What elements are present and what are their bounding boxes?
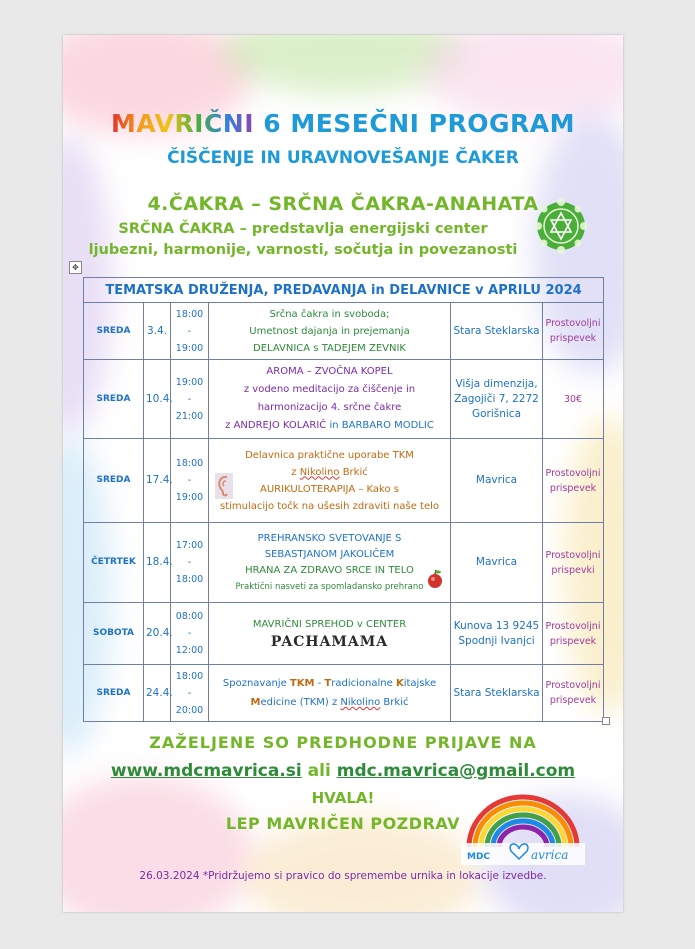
table-row <box>84 603 604 665</box>
row-time <box>171 439 209 523</box>
event-line: AURIKULOTERAPIJA – Kako s <box>260 483 399 495</box>
time-separator: - <box>187 475 192 486</box>
event-host: z ANDREJO KOLARIČ <box>225 420 327 431</box>
ear-icon <box>215 473 233 499</box>
event-text: edicine (TKM) z <box>260 697 341 708</box>
row-day: SOBOTA <box>84 603 144 665</box>
event-line: Srčna čakra in svoboda; <box>269 308 390 320</box>
row-day: ČETRTEK <box>84 523 144 603</box>
row-day: SREDA <box>84 360 144 439</box>
event-text: radicionalne <box>331 678 396 689</box>
event-line <box>211 674 448 693</box>
row-day: SREDA <box>84 665 144 722</box>
time-separator: - <box>187 325 192 337</box>
time-end: 20:00 <box>175 704 204 716</box>
schedule-table <box>83 277 603 722</box>
event-line: z vodeno meditacijo za čiščenje in <box>243 384 416 395</box>
time-start: 17:00 <box>175 540 204 551</box>
row-date: 3.4. <box>144 303 171 360</box>
website-link[interactable]: www.mdcmavrica.si <box>110 761 302 781</box>
row-price: 30€ <box>543 360 604 439</box>
event-line: Delavnica praktične uporabe TKM <box>245 449 414 461</box>
row-location: Stara Steklarska <box>451 665 543 722</box>
time-end: 18:00 <box>175 574 204 585</box>
row-location: Stara Steklarska <box>451 303 543 360</box>
table-resize-handle-icon[interactable] <box>602 717 610 725</box>
email-link[interactable]: mdc.mavrica@gmail.com <box>336 761 576 781</box>
logo-name: avrica <box>531 848 569 862</box>
row-price: Prostovoljni prispevki <box>543 523 604 603</box>
row-price: Prostovoljni prispevek <box>543 439 604 523</box>
row-day: SREDA <box>84 303 144 360</box>
row-event <box>209 303 451 360</box>
registration-notice: ZAŽELJENE SO PREDHODNE PRIJAVE NA <box>149 733 537 752</box>
row-date: 20.4. <box>144 603 171 665</box>
event-line: harmonizacijo 4. srčne čakre <box>257 402 402 413</box>
row-location: Višja dimenzija, Zagojiči 7, 2272 Gorišnica <box>451 360 543 439</box>
row-date: 24.4. <box>144 665 171 722</box>
footer-date: 26.03.2024 <box>139 870 200 882</box>
event-host: in BARBARO MODLIC <box>329 420 434 431</box>
chakra-description <box>83 219 523 261</box>
time-separator: - <box>187 628 192 639</box>
event-text: Brkić <box>339 466 368 478</box>
row-day: SREDA <box>84 439 144 523</box>
greeting-text: LEP MAVRIČEN POZDRAV <box>225 814 461 833</box>
time-start: 19:00 <box>175 376 204 388</box>
event-line: HRANA ZA ZDRAVO SRCE IN TELO <box>245 564 414 576</box>
event-text: Nikolino <box>299 466 340 478</box>
time-start: 18:00 <box>175 670 204 682</box>
event-line <box>211 417 448 435</box>
event-text: Brkić <box>380 697 409 708</box>
table-heading: TEMATSKA DRUŽENJA, PREDAVANJA in DELAVNICE v APRILU 2024 <box>84 278 604 303</box>
chakra-title: 4.ČAKRA – SRČNA ČAKRA-ANAHATA <box>147 193 539 215</box>
event-line: AROMA – ZVOČNA KOPEL <box>266 366 393 377</box>
time-end: 12:00 <box>175 645 204 656</box>
table-row <box>84 360 604 439</box>
row-time <box>171 523 209 603</box>
logo-mdc: MDC <box>467 852 491 862</box>
event-line: PREHRANSKO SVETOVANJE S <box>257 532 402 544</box>
footer-note <box>63 870 623 882</box>
thanks-text: HVALA! <box>311 789 375 807</box>
event-line <box>211 464 448 481</box>
flyer-content <box>63 35 623 912</box>
footer-disclaimer: *Pridržujemo si pravico do spremembe urnika in lokacije izvedbe. <box>199 870 547 882</box>
time-start: 08:00 <box>175 611 204 622</box>
row-location: Kunova 13 9245 Spodnji Ivanjci <box>451 603 543 665</box>
event-line: MAVRIČNI SPREHOD v CENTER <box>252 619 407 630</box>
row-time <box>171 665 209 722</box>
program-title <box>63 109 623 138</box>
row-price: Prostovoljni prispevek <box>543 303 604 360</box>
time-separator: - <box>187 393 192 405</box>
table-move-handle-icon[interactable]: ✥ <box>69 261 82 274</box>
time-end: 19:00 <box>175 342 204 354</box>
heart-chakra-icon <box>535 197 587 255</box>
table-heading-row <box>84 278 604 303</box>
row-event <box>209 439 451 523</box>
contact-or: ali <box>301 761 337 781</box>
row-location: Mavrica <box>451 439 543 523</box>
row-price: Prostovoljni prispevek <box>543 603 604 665</box>
event-text: K <box>395 678 404 689</box>
event-line: SEBASTJANOM JAKOLIČEM <box>264 548 395 560</box>
event-text: itajske <box>403 678 437 689</box>
program-subtitle: ČIŠČENJE IN URAVNOVEŠANJE ČAKER <box>167 148 519 168</box>
event-line: Umetnost dajanja in prejemanja <box>249 325 410 337</box>
time-end: 19:00 <box>175 492 204 503</box>
row-event <box>209 523 451 603</box>
table-row <box>84 665 604 722</box>
time-end: 21:00 <box>175 410 204 422</box>
event-line: Praktični nasveti za spomladansko prehrano <box>235 581 424 592</box>
table-row <box>84 303 604 360</box>
row-location: Mavrica <box>451 523 543 603</box>
row-event <box>209 603 451 665</box>
event-text: TKM <box>289 678 315 689</box>
table-row <box>84 439 604 523</box>
event-line: DELAVNICA s TADEJEM ZEVNIK <box>253 342 406 354</box>
time-start: 18:00 <box>175 458 204 469</box>
row-event <box>209 665 451 722</box>
title-rest: 6 MESEČNI PROGRAM <box>254 109 575 138</box>
event-text: M <box>250 697 261 708</box>
row-date: 17.4. <box>144 439 171 523</box>
time-start: 18:00 <box>175 308 204 320</box>
row-date: 18.4. <box>144 523 171 603</box>
title-rainbow-word: MAVRIČNI <box>111 109 255 138</box>
chakra-description-lead: SRČNA ČAKRA – <box>118 221 247 237</box>
row-price: Prostovoljni prispevek <box>543 665 604 722</box>
time-separator: - <box>187 687 192 699</box>
row-time <box>171 603 209 665</box>
event-text: Nikolino <box>340 697 381 708</box>
pachamama-logo: PACHAMAMA <box>270 634 389 650</box>
apple-icon <box>426 569 444 589</box>
chakra-description-text: predstavlja energijski center ljubezni, harmonije, varnosti, sočutja in povezanosti <box>88 221 518 258</box>
row-date: 10.4. <box>144 360 171 439</box>
time-separator: - <box>187 557 192 568</box>
contact-line <box>63 761 623 781</box>
mavrica-rainbow-logo <box>461 785 585 865</box>
event-text: z <box>291 466 300 478</box>
event-line <box>211 693 448 712</box>
table-row <box>84 523 604 603</box>
row-time <box>171 360 209 439</box>
event-line: stimulacijo točk na ušesih zdraviti naše telo <box>220 500 439 512</box>
row-time <box>171 303 209 360</box>
event-text: T <box>324 678 332 689</box>
event-text: Spoznavanje <box>222 678 290 689</box>
document-page <box>63 35 623 912</box>
event-text: - <box>314 678 325 689</box>
row-event <box>209 360 451 439</box>
